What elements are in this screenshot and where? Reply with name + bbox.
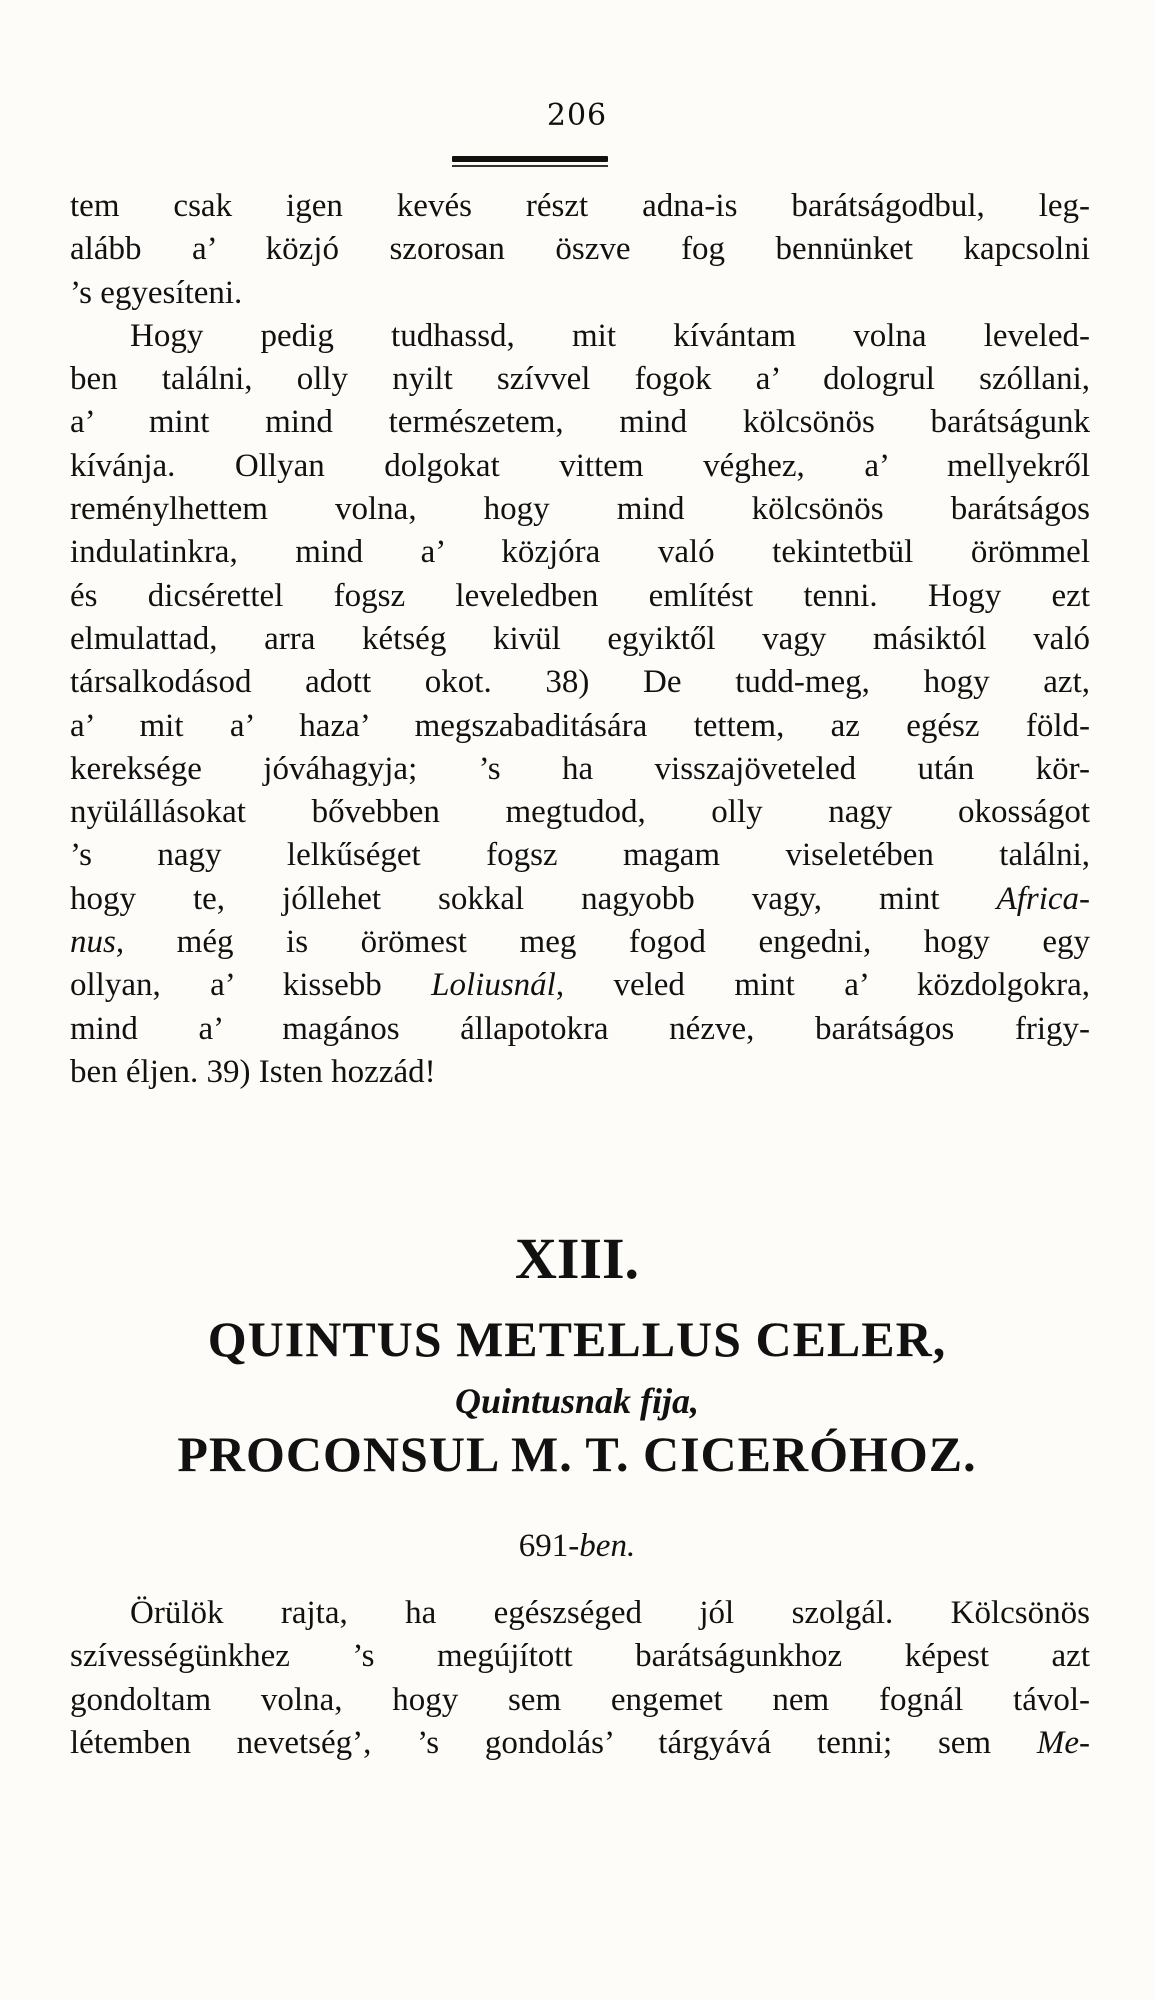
text-line-mixed	[70, 964, 1090, 1007]
sender-subtitle: Quintusnak fija,	[454, 1381, 700, 1421]
chapter-number: XIII.	[514, 1226, 640, 1291]
paragraph-2	[70, 1592, 1090, 1765]
text-segment: , veled mint a’ közdolgokra,	[555, 967, 1091, 1004]
text-line: a’ mit a’ haza’ megszabaditására tettem, az egész föld-	[70, 707, 1090, 744]
text-line: Hogy pedig tudhassd, mit kívántam volna leveled-	[130, 317, 1090, 354]
text-line: társalkodásod adott okot. 38) De tudd-meg, hogy azt,	[70, 664, 1090, 701]
text-segment: létemben nevetség’, ’s gondolás’ tárgyává tenni; sem	[70, 1724, 992, 1761]
text-line: kereksége jóváhagyja; ’s ha visszajöveteled után kör-	[70, 750, 1090, 787]
text-line: mind a’ magános állapotokra nézve, barátságos frigy-	[70, 1010, 1090, 1047]
text-line: tem csak igen kevés részt adna-is barátságodbul, leg-	[70, 188, 1090, 224]
text-line: ben találni, olly nyilt szívvel fogok a’ dologrul szóllani,	[70, 361, 1090, 398]
text-line-mixed	[70, 921, 1090, 964]
text-line: ’s nagy lelkűséget fogsz magam viseletében találni,	[70, 837, 1090, 874]
header-rule-thin	[452, 165, 608, 167]
text-line: elmulattad, arra kétség kivül egyiktől vagy másiktól való	[70, 620, 1090, 657]
header-rule	[452, 156, 608, 162]
text-line: kívánja. Ollyan dolgokat vittem véghez, a’ mellyekről	[70, 447, 1090, 484]
text-line: gondoltam volna, hogy sem engemet nem fognál távol-	[70, 1681, 1090, 1718]
text-line: ’s egyesíteni.	[70, 274, 243, 311]
text-segment: ollyan, a’ kissebb	[70, 967, 382, 1004]
text-line: alább a’ közjó szorosan öszve fog bennünket kapcsolni	[70, 231, 1090, 268]
letter-recipient: PROCONSUL M. T. CICERÓHOZ.	[177, 1426, 977, 1482]
paragraph-1	[70, 185, 1090, 1094]
text-line: nyülállásokat bővebben megtudod, olly nagy okosságot	[70, 794, 1090, 831]
text-line: indulatinkra, mind a’ közjóra való tekintetbül örömmel	[70, 534, 1090, 571]
text-line: a’ mint mind természetem, mind kölcsönös barátságunk	[70, 404, 1090, 441]
text-line: reménylhettem volna, hogy mind kölcsönös barátságos	[70, 491, 1090, 528]
italic-name: Africa-	[996, 880, 1091, 917]
letter-sender: QUINTUS METELLUS CELER,	[207, 1311, 947, 1367]
date-number: 691-	[518, 1528, 580, 1564]
text-segment: hogy te, jóllehet sokkal nagyobb vagy, mint	[70, 880, 940, 917]
text-line: szívességünkhez ’s megújított barátságunkhoz képest azt	[70, 1638, 1090, 1675]
page-number: 206	[546, 98, 608, 133]
text-line-mixed	[70, 878, 1090, 921]
italic-name: nus,	[70, 924, 125, 961]
letter-date	[0, 1528, 1154, 1565]
text-line-mixed	[70, 1722, 1090, 1765]
text-line: és dicsérettel fogsz leveledben említést tenni. Hogy ezt	[70, 577, 1090, 614]
italic-name: Me-	[1036, 1724, 1090, 1761]
text-line: Örülök rajta, ha egészséged jól szolgál. Kölcsönös	[130, 1595, 1090, 1631]
text-line: ben éljen. 39) Isten hozzád!	[70, 1053, 436, 1090]
italic-name: Loliusnál	[431, 967, 556, 1004]
date-suffix: ben.	[579, 1528, 636, 1564]
text-segment: még is örömest meg fogod engedni, hogy egy	[176, 924, 1090, 961]
